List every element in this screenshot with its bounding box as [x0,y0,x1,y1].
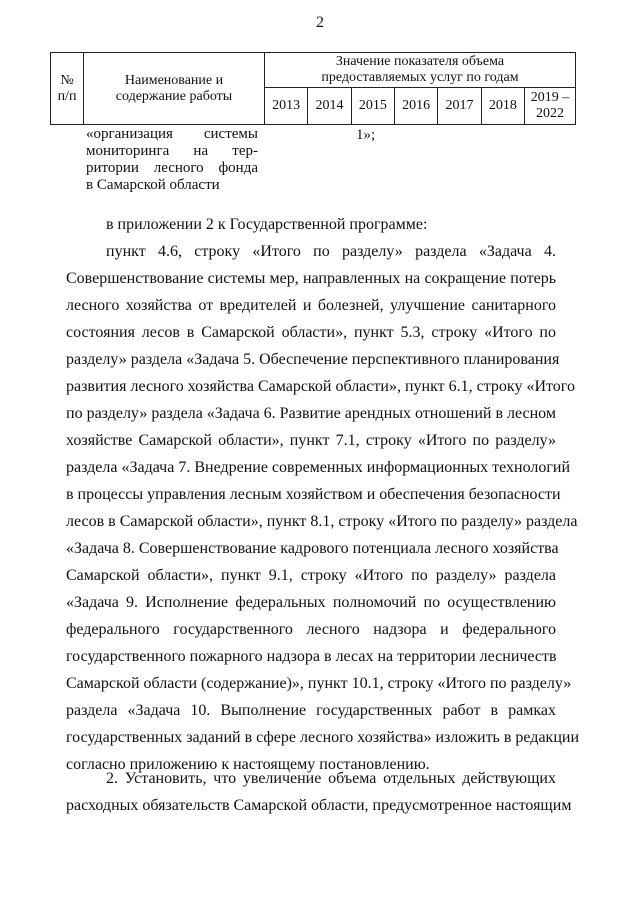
paragraph-line: пункт 4.6, строку «Итого по разделу» раздела «Задача 4. [106,243,556,260]
paragraph-line: Самарской области», пункт 9.1, строку «Итого по разделу» раздела [66,567,556,584]
page-number: 2 [316,14,324,31]
column-name-line1: Наименование и [124,72,224,88]
indicator-table-header [50,52,576,125]
column-name-header [84,53,265,125]
paragraph-line: развития лесного хозяйства Самарской области», пункт 6.1, строку «Итого [66,378,575,395]
paragraph-line: состояния лесов в Самарской области», пункт 5.3, строку «Итого по [66,324,556,341]
paragraph-line: Самарской области (содержание)», пункт 10.1, строку «Итого по разделу» [66,675,572,692]
continuation-line: в Самарской области [86,177,220,193]
year-cell: 2018 [481,88,524,125]
continuation-line: мониторинга на тер- [86,143,258,159]
column-number-header: № п/п [51,53,84,125]
continuation-line: «организация системы [86,126,258,142]
paragraph-line: раздела «Задача 10. Выполнение государственных работ в рамках [66,702,556,719]
year-cell: 2013 [265,88,308,125]
year-cell: 2015 [351,88,394,125]
paragraph-1 [66,238,579,778]
paragraph-line: раздела «Задача 7. Внедрение современных информационных технологий [66,459,571,476]
year-cell: 2014 [308,88,351,125]
paragraph-2 [66,765,572,819]
paragraph-line: Совершенствование системы мер, направленных на сокращение потерь [66,270,556,287]
continuation-line: ритории лесного фонда [86,160,258,176]
column-value-line2: предоставляемых услуг по годам [321,70,519,85]
paragraph-line: хозяйстве Самарской области», пункт 7.1, строку «Итого по разделу» [66,432,556,449]
column-value-line1: Значение показателя объема [335,54,505,69]
paragraph-line: в приложении 2 к Государственной программе: [106,216,428,233]
paragraph-line: федерального государственного лесного надзора и федерального [66,621,556,638]
paragraph-line: государственного пожарного надзора в лесах на территории лесничеств [66,648,557,665]
paragraph-line: «Задача 9. Исполнение федеральных полномочий по осуществлению [66,594,556,611]
paragraph-line: 2. Установить, что увеличение объема отдельных действующих [106,770,556,787]
paragraph-line: по разделу» раздела «Задача 6. Развитие арендных отношений в лесном [66,405,556,422]
paragraph-line: разделу» раздела «Задача 5. Обеспечение перспективного планирования [66,351,560,368]
intro-paragraph [66,211,556,238]
year-cell: 2019 – 2022 [525,88,576,125]
paragraph-line: в процессы управления лесным хозяйством и обеспечения безопасности [66,486,561,503]
table-continuation-text [86,126,258,194]
paragraph-line: лесов в Самарской области», пункт 8.1, строку «Итого по разделу» раздела [66,513,578,530]
year-cell: 2017 [438,88,481,125]
paragraph-line: лесного хозяйства от вредителей и болезней, улучшение санитарного [66,297,556,314]
paragraph-line: расходных обязательств Самарской области, предусмотренное настоящим [66,797,572,814]
paragraph-line: «Задача 8. Совершенствование кадрового потенциала лесного хозяйства [66,540,559,557]
year-cell: 2016 [394,88,437,125]
paragraph-line: государственных заданий в сфере лесного хозяйства» изложить в редакции [66,729,579,746]
table-continuation-value: 1»; [356,127,376,143]
column-value-header [265,53,576,88]
column-name-line2: содержание работы [115,88,233,104]
paragraph-line: согласно приложению к настоящему постановлению. [66,756,430,773]
